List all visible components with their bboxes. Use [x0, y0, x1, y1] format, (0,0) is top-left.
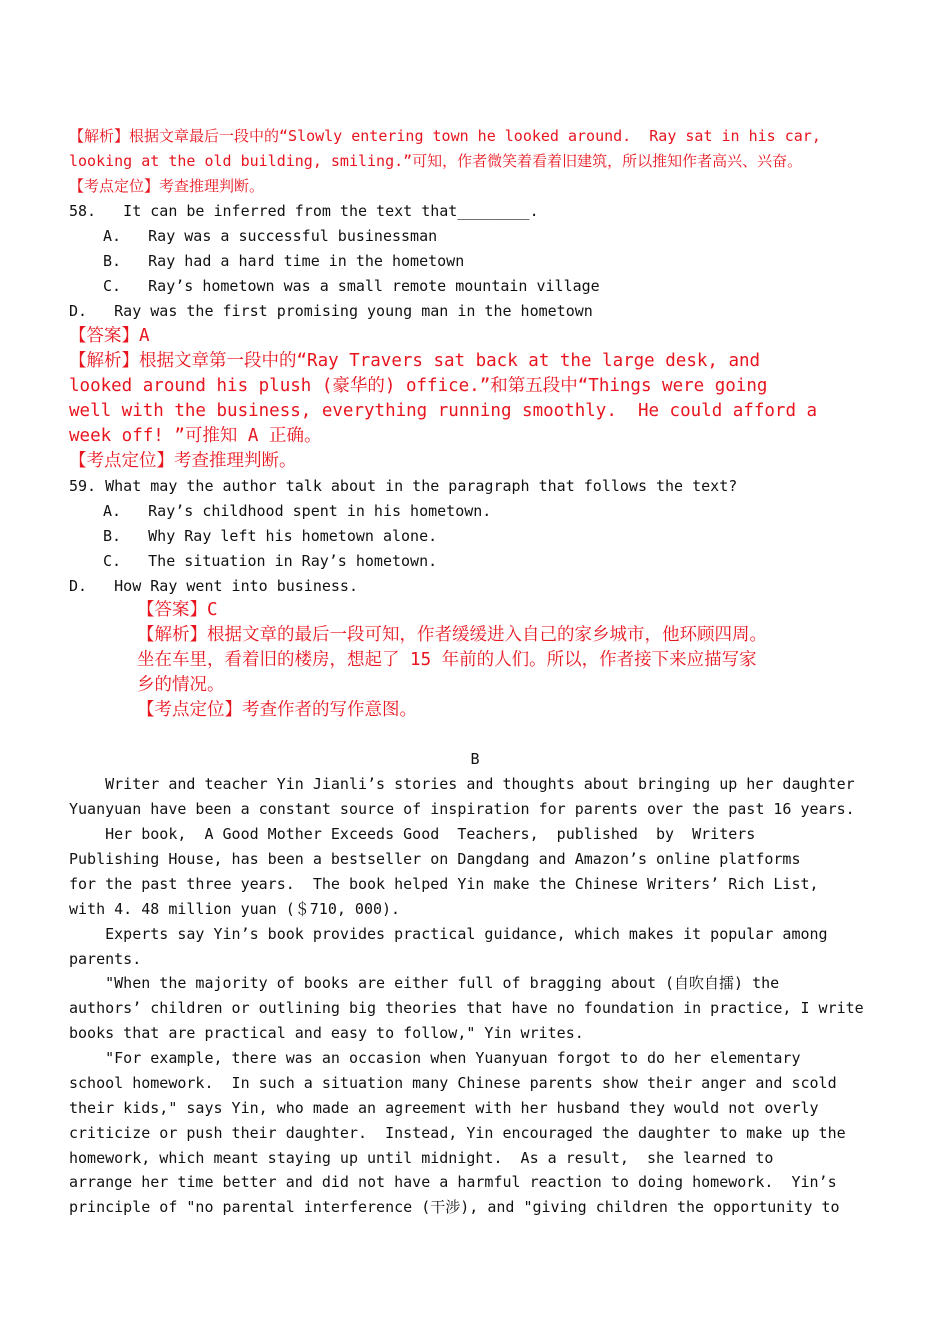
q59-option-b: B. Why Ray left his hometown alone. [103, 527, 438, 545]
passage-line: school homework. In such a situation many Chinese parents show their anger and scold [69, 1074, 837, 1092]
q58-option-c: C. Ray’s hometown was a small remote mountain village [103, 277, 600, 295]
q59-option-d: D. How Ray went into business. [69, 577, 358, 595]
q59-topic-line: 【考点定位】考查作者的写作意图。 [137, 700, 417, 720]
q58-topic-line: 【考点定位】考查推理判断。 [69, 451, 297, 471]
q57-explain-line: looking at the old building, smiling.”可知，作者微笑着看着旧建筑，所以推知作者高兴、兴奋。 [69, 152, 803, 170]
q58-stem: 58. It can be inferred from the text that________. [69, 202, 539, 220]
passage-line: parents. [69, 950, 142, 968]
passage-line: criticize or push their daughter. Instead, Yin encouraged the daughter to make up the [69, 1124, 846, 1142]
q58-option-b: B. Ray had a hard time in the hometown [103, 252, 465, 270]
q58-explain-line: 【解析】根据文章第一段中的“Ray Travers sat back at the large desk, and [69, 351, 761, 371]
passage-line: books that are practical and easy to follow," Yin writes. [69, 1024, 584, 1042]
q59-stem: 59. What may the author talk about in the paragraph that follows the text? [69, 477, 738, 495]
q59-explain-line: 坐在车里，看着旧的楼房，想起了 15 年前的人们。所以，作者接下来应描写家 [137, 650, 757, 670]
q57-explain-line: 【解析】根据文章最后一段中的“Slowly entering town he looked around. Ray sat in his car, [69, 127, 821, 145]
passage-line: arrange her time better and did not have a harmful reaction to doing homework. Yin’s [69, 1173, 837, 1191]
q59-answer: 【答案】C [137, 600, 218, 620]
passage-line: "When the majority of books are either full of bragging about (自吹自擂) the [69, 974, 780, 992]
q59-option-a: A. Ray’s childhood spent in his hometown. [103, 502, 492, 520]
q58-option-a: A. Ray was a successful businessman [103, 227, 438, 245]
q59-option-c: C. The situation in Ray’s hometown. [103, 552, 438, 570]
passage-line: Experts say Yin’s book provides practical guidance, which makes it popular among [69, 925, 828, 943]
q58-explain-line: week off! ”可推知 A 正确。 [69, 426, 322, 446]
passage-line: principle of "no parental interference (干涉), and "giving children the opportunity to [69, 1198, 840, 1216]
q58-explain-line: looked around his plush (豪华的) office.”和第五段中“Things were going [69, 376, 768, 396]
passage-heading: B [470, 750, 480, 768]
passage-line: Her book, A Good Mother Exceeds Good Teachers, published by Writers [69, 825, 756, 843]
q58-explain-line: well with the business, everything running smoothly. He could afford a [69, 401, 818, 421]
passage-line: authors’ children or outlining big theories that have no foundation in practice, I write [69, 999, 864, 1017]
passage-line: Publishing House, has been a bestseller on Dangdang and Amazon’s online platforms [69, 850, 801, 868]
passage-line: Yuanyuan have been a constant source of inspiration for parents over the past 16 years. [69, 800, 855, 818]
q57-topic-line: 【考点定位】考查推理判断。 [69, 177, 265, 195]
passage-line: Writer and teacher Yin Jianli’s stories and thoughts about bringing up her daughter [69, 775, 855, 793]
q59-explain-line: 乡的情况。 [137, 675, 225, 695]
q59-explain-line: 【解析】根据文章的最后一段可知，作者缓缓进入自己的家乡城市，他环顾四周。 [137, 625, 767, 645]
passage-line: with 4. 48 million yuan (＄710, 000). [69, 900, 401, 918]
passage-line: for the past three years. The book helped Yin make the Chinese Writers’ Rich List, [69, 875, 819, 893]
q58-option-d: D. Ray was the first promising young man in the hometown [69, 302, 593, 320]
q58-answer: 【答案】A [69, 326, 150, 346]
passage-line: "For example, there was an occasion when Yuanyuan forgot to do her elementary [69, 1049, 801, 1067]
passage-line: their kids," says Yin, who made an agreement with her husband they would not overly [69, 1099, 819, 1117]
passage-line: homework, which meant staying up until midnight. As a result, she learned to [69, 1149, 774, 1167]
